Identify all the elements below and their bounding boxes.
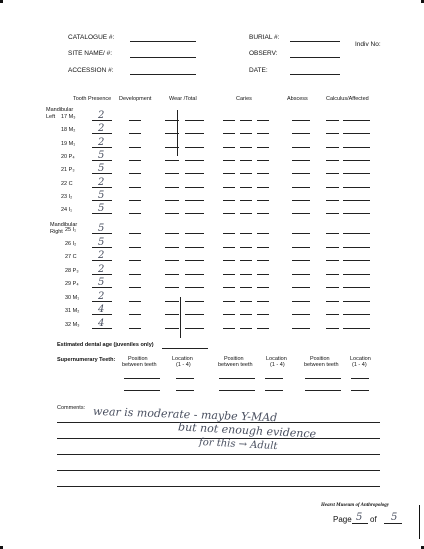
caries-field-c[interactable] [257, 213, 269, 214]
wear-field-b[interactable] [185, 328, 204, 329]
caries-field-b[interactable] [240, 328, 252, 329]
tooth-label: 30 M₁ [65, 294, 80, 301]
caries-field-a[interactable] [223, 233, 235, 234]
wear-field-a[interactable] [165, 260, 179, 261]
wear-field-b[interactable] [185, 200, 204, 201]
caries-field-b[interactable] [240, 200, 252, 201]
indiv-label: Indiv No: [355, 41, 381, 48]
wear-field-b[interactable] [185, 147, 204, 148]
calculus-field-a[interactable] [326, 160, 339, 161]
observer-field[interactable] [290, 57, 340, 58]
tooth-label: 26 I₂ [65, 240, 77, 247]
caries-field-b[interactable] [240, 160, 252, 161]
caries-field-c[interactable] [257, 274, 269, 275]
caries-field-a[interactable] [223, 301, 235, 302]
abscess-field[interactable] [292, 247, 310, 248]
development-field[interactable] [129, 301, 141, 302]
scan-corner-mark [0, 0, 3, 3]
abscess-field[interactable] [292, 200, 310, 201]
abscess-field[interactable] [292, 147, 310, 148]
tooth-label: 32 M₃ [65, 321, 80, 328]
caries-field-c[interactable] [257, 247, 269, 248]
wear-field-b[interactable] [185, 287, 204, 288]
caries-field-a[interactable] [223, 187, 235, 188]
wear-field-a[interactable] [165, 247, 179, 248]
wear-field-b[interactable] [185, 247, 204, 248]
location-header-2-sub: (1 - 4) [270, 362, 285, 368]
caries-field-b[interactable] [240, 213, 252, 214]
development-field[interactable] [129, 213, 141, 214]
presence-mark: 5 [98, 236, 105, 248]
observ-label: OBSERV: [249, 50, 278, 57]
wear-field-b[interactable] [185, 187, 204, 188]
section-right: Right [50, 229, 63, 235]
tooth-label: 17 M₃ [61, 114, 76, 120]
calculus-field-b[interactable] [343, 301, 370, 302]
caries-field-b[interactable] [240, 133, 252, 134]
caries-field-a[interactable] [223, 133, 235, 134]
presence-mark: 2 [98, 290, 105, 302]
development-field[interactable] [129, 233, 141, 234]
abscess-field[interactable] [292, 301, 310, 302]
wear-field-a[interactable] [165, 213, 179, 214]
caries-field-b[interactable] [240, 147, 252, 148]
caries-field-c[interactable] [257, 287, 269, 288]
caries-field-a[interactable] [223, 260, 235, 261]
caries-field-b[interactable] [240, 247, 252, 248]
caries-field-c[interactable] [257, 233, 269, 234]
comment-handwriting-2: but not enough evidence [177, 420, 317, 441]
caries-field-c[interactable] [257, 301, 269, 302]
presence-mark: 5 [98, 189, 105, 201]
caries-field-a[interactable] [223, 173, 235, 174]
caries-field-b[interactable] [240, 287, 252, 288]
wear-field-a[interactable] [165, 200, 179, 201]
caries-field-c[interactable] [257, 260, 269, 261]
position-header-2-sub: between teeth [218, 362, 253, 368]
development-field[interactable] [129, 287, 141, 288]
caries-field-c[interactable] [257, 173, 269, 174]
development-field[interactable] [129, 247, 141, 248]
institution-name: Hearst Museum of Anthropology [321, 503, 390, 508]
supernumerary-location-field[interactable] [351, 390, 369, 391]
calculus-field-b[interactable] [343, 173, 370, 174]
calculus-field-a[interactable] [326, 200, 339, 201]
caries-field-c[interactable] [257, 187, 269, 188]
abscess-field[interactable] [292, 328, 310, 329]
col-calculus: Calculus/Affected [326, 96, 369, 102]
caries-field-a[interactable] [223, 147, 235, 148]
caries-field-a[interactable] [223, 247, 235, 248]
wear-mark-left [177, 110, 178, 156]
calculus-field-a[interactable] [326, 133, 339, 134]
tooth-label: 23 I₂ [61, 193, 73, 200]
development-field[interactable] [129, 314, 141, 315]
calculus-field-b[interactable] [343, 120, 370, 121]
calculus-field-b[interactable] [343, 160, 370, 161]
calculus-field-a[interactable] [326, 314, 339, 315]
calculus-field-a[interactable] [326, 247, 339, 248]
section-left: Left [46, 114, 56, 120]
wear-field-b[interactable] [185, 301, 204, 302]
calculus-field-b[interactable] [343, 233, 370, 234]
tooth-label: 29 P₄ [65, 281, 79, 287]
supernumerary-location-field[interactable] [176, 378, 194, 379]
calculus-field-b[interactable] [343, 147, 370, 148]
caries-field-b[interactable] [240, 301, 252, 302]
caries-field-a[interactable] [223, 200, 235, 201]
comment-handwriting-1: wear is moderate - maybe Y-MAd [92, 404, 278, 425]
presence-mark: 2 [98, 110, 105, 121]
calculus-field-a[interactable] [326, 120, 339, 121]
accession-field[interactable] [130, 74, 196, 75]
development-field[interactable] [129, 260, 141, 261]
scan-edge-mark [419, 505, 420, 539]
position-header-3: Position [310, 356, 330, 362]
abscess-field[interactable] [292, 187, 310, 188]
presence-mark: 4 [98, 304, 105, 315]
calculus-field-a[interactable] [326, 233, 339, 234]
abscess-field[interactable] [292, 287, 310, 288]
supernumerary-location-field[interactable] [351, 378, 369, 379]
abscess-field[interactable] [292, 274, 310, 275]
supernumerary-location-field[interactable] [265, 390, 283, 391]
page-number: 5 [356, 512, 363, 523]
location-header-3: Location [350, 356, 371, 362]
wear-field-b[interactable] [185, 274, 204, 275]
page-total: 5 [391, 512, 398, 523]
caries-field-a[interactable] [223, 120, 235, 121]
caries-field-b[interactable] [240, 314, 252, 315]
wear-field-b[interactable] [185, 233, 204, 234]
abscess-field[interactable] [292, 160, 310, 161]
calculus-field-a[interactable] [326, 213, 339, 214]
caries-field-b[interactable] [240, 233, 252, 234]
wear-field-b[interactable] [185, 314, 204, 315]
tooth-label: 24 I₁ [61, 207, 73, 214]
development-field[interactable] [129, 160, 141, 161]
position-header-3-sub: between teeth [304, 362, 339, 368]
caries-field-b[interactable] [240, 120, 252, 121]
col-tooth-presence: Tooth Presence [73, 96, 112, 102]
caries-field-a[interactable] [223, 213, 235, 214]
calculus-field-a[interactable] [326, 260, 339, 261]
wear-field-a[interactable] [165, 287, 179, 288]
supernumerary-position-field[interactable] [219, 390, 255, 391]
wear-field-a[interactable] [165, 274, 179, 275]
supernumerary-position-field[interactable] [305, 390, 341, 391]
abscess-field[interactable] [292, 314, 310, 315]
position-header-2: Position [224, 356, 244, 362]
tooth-label: 21 P₃ [61, 167, 75, 174]
col-caries: Caries [236, 96, 252, 102]
calculus-field-b[interactable] [343, 314, 370, 315]
calculus-field-b[interactable] [343, 133, 370, 134]
presence-mark: 5 [98, 277, 105, 288]
supernumerary-position-field[interactable] [219, 378, 255, 379]
accession-label: ACCESSION #: [68, 67, 114, 74]
caries-field-c[interactable] [257, 120, 269, 121]
caries-field-a[interactable] [223, 274, 235, 275]
supernumerary-location-field[interactable] [265, 378, 283, 379]
presence-mark: 2 [98, 123, 105, 135]
caries-field-c[interactable] [257, 328, 269, 329]
supernumerary-location-field[interactable] [176, 390, 194, 391]
page-label: Page [333, 515, 352, 524]
wear-field-a[interactable] [165, 301, 179, 302]
comment-line[interactable] [57, 486, 380, 487]
wear-field-b[interactable] [185, 160, 204, 161]
abscess-field[interactable] [292, 233, 310, 234]
position-header-1: Position [128, 356, 148, 362]
development-field[interactable] [129, 274, 141, 275]
site-field[interactable] [130, 57, 196, 58]
tooth-label: 31 M₂ [65, 308, 80, 314]
presence-mark: 2 [98, 250, 105, 261]
comment-line[interactable] [57, 470, 380, 471]
catalogue-field[interactable] [130, 41, 196, 42]
calculus-field-b[interactable] [343, 213, 370, 214]
comment-handwriting-3: for this → Adult [198, 436, 278, 453]
abscess-field[interactable] [292, 173, 310, 174]
calculus-field-a[interactable] [326, 274, 339, 275]
position-header-1-sub: between teeth [122, 362, 157, 368]
tooth-label: 27 C [65, 254, 77, 260]
presence-mark: 2 [98, 136, 105, 148]
caries-field-a[interactable] [223, 160, 235, 161]
tooth-label: 22 C [61, 180, 73, 187]
caries-field-c[interactable] [257, 133, 269, 134]
wear-field-a[interactable] [165, 314, 179, 315]
burial-label: BURIAL #: [249, 34, 280, 41]
tooth-label: 19 M₁ [61, 140, 76, 147]
tooth-label: 20 P₄ [61, 153, 75, 160]
location-header-1: Location [172, 356, 193, 362]
presence-mark: 5 [98, 223, 105, 234]
caries-field-c[interactable] [257, 314, 269, 315]
supernumerary-label: Supernumerary Teeth: [57, 357, 116, 363]
wear-field-a[interactable] [165, 173, 179, 174]
caries-field-b[interactable] [240, 274, 252, 275]
development-field[interactable] [129, 328, 141, 329]
calculus-field-a[interactable] [326, 301, 339, 302]
page-number-line [352, 523, 368, 524]
development-field[interactable] [129, 147, 141, 148]
tooth-label: 28 P₃ [65, 267, 79, 274]
col-development: Development [119, 96, 152, 102]
wear-field-a[interactable] [165, 160, 179, 161]
wear-field-a[interactable] [165, 233, 179, 234]
dental-age-field[interactable] [162, 348, 208, 349]
calculus-field-a[interactable] [326, 287, 339, 288]
caries-field-c[interactable] [257, 147, 269, 148]
wear-field-a[interactable] [165, 187, 179, 188]
presence-mark: 5 [98, 203, 105, 215]
supernumerary-position-field[interactable] [124, 390, 160, 391]
page-total-line [384, 523, 402, 524]
location-header-1-sub: (1 - 4) [176, 362, 191, 368]
development-field[interactable] [129, 187, 141, 188]
presence-mark: 2 [98, 176, 105, 188]
section-mandibular-left: Mandibular [46, 107, 74, 113]
presence-mark: 2 [98, 263, 105, 275]
presence-mark: 5 [98, 163, 105, 175]
burial-field[interactable] [290, 41, 340, 42]
development-field[interactable] [129, 200, 141, 201]
supernumerary-position-field[interactable] [124, 378, 160, 379]
calculus-field-b[interactable] [343, 187, 370, 188]
calculus-field-a[interactable] [326, 328, 339, 329]
presence-mark: 5 [98, 149, 105, 161]
calculus-field-a[interactable] [326, 187, 339, 188]
tooth-label: 25 I₁ [65, 227, 77, 233]
section-mandibular-right: Mandibular [50, 222, 78, 228]
caries-field-b[interactable] [240, 187, 252, 188]
site-label: SITE NAME/ #: [68, 50, 113, 57]
caries-field-a[interactable] [223, 287, 235, 288]
caries-field-b[interactable] [240, 173, 252, 174]
date-field[interactable] [290, 74, 340, 75]
abscess-field[interactable] [292, 120, 310, 121]
presence-mark: 4 [98, 317, 105, 329]
calculus-field-b[interactable] [343, 328, 370, 329]
date-label: DATE: [249, 67, 268, 74]
wear-field-b[interactable] [185, 173, 204, 174]
calculus-field-a[interactable] [326, 147, 339, 148]
abscess-field[interactable] [292, 260, 310, 261]
wear-field-b[interactable] [185, 260, 204, 261]
calculus-field-b[interactable] [343, 200, 370, 201]
wear-field-b[interactable] [185, 133, 204, 134]
wear-mark-right [180, 297, 181, 338]
calculus-field-b[interactable] [343, 287, 370, 288]
caries-field-c[interactable] [257, 160, 269, 161]
col-wear: Wear /Total [169, 96, 197, 102]
tooth-label: 18 M₂ [61, 127, 76, 134]
calculus-field-b[interactable] [343, 247, 370, 248]
caries-field-b[interactable] [240, 260, 252, 261]
caries-field-c[interactable] [257, 200, 269, 201]
abscess-field[interactable] [292, 213, 310, 214]
development-field[interactable] [129, 133, 141, 134]
wear-field-b[interactable] [185, 213, 204, 214]
supernumerary-position-field[interactable] [305, 378, 341, 379]
development-field[interactable] [129, 173, 141, 174]
of-label: of [370, 515, 377, 524]
location-header-3-sub: (1 - 4) [352, 362, 367, 368]
dental-age-label: Estimated dental age (juveniles only) [57, 342, 154, 348]
catalogue-label: CATALOGUE #: [68, 34, 115, 41]
comments-label: Comments: [57, 405, 86, 411]
caries-field-a[interactable] [223, 328, 235, 329]
calculus-field-b[interactable] [343, 260, 370, 261]
calculus-field-b[interactable] [343, 274, 370, 275]
wear-field-b[interactable] [185, 120, 204, 121]
calculus-field-a[interactable] [326, 173, 339, 174]
col-abscess: Abscess [287, 96, 308, 102]
caries-field-a[interactable] [223, 314, 235, 315]
comment-line[interactable] [57, 454, 380, 455]
location-header-2: Location [266, 356, 287, 362]
development-field[interactable] [129, 120, 141, 121]
wear-field-a[interactable] [165, 328, 179, 329]
abscess-field[interactable] [292, 133, 310, 134]
